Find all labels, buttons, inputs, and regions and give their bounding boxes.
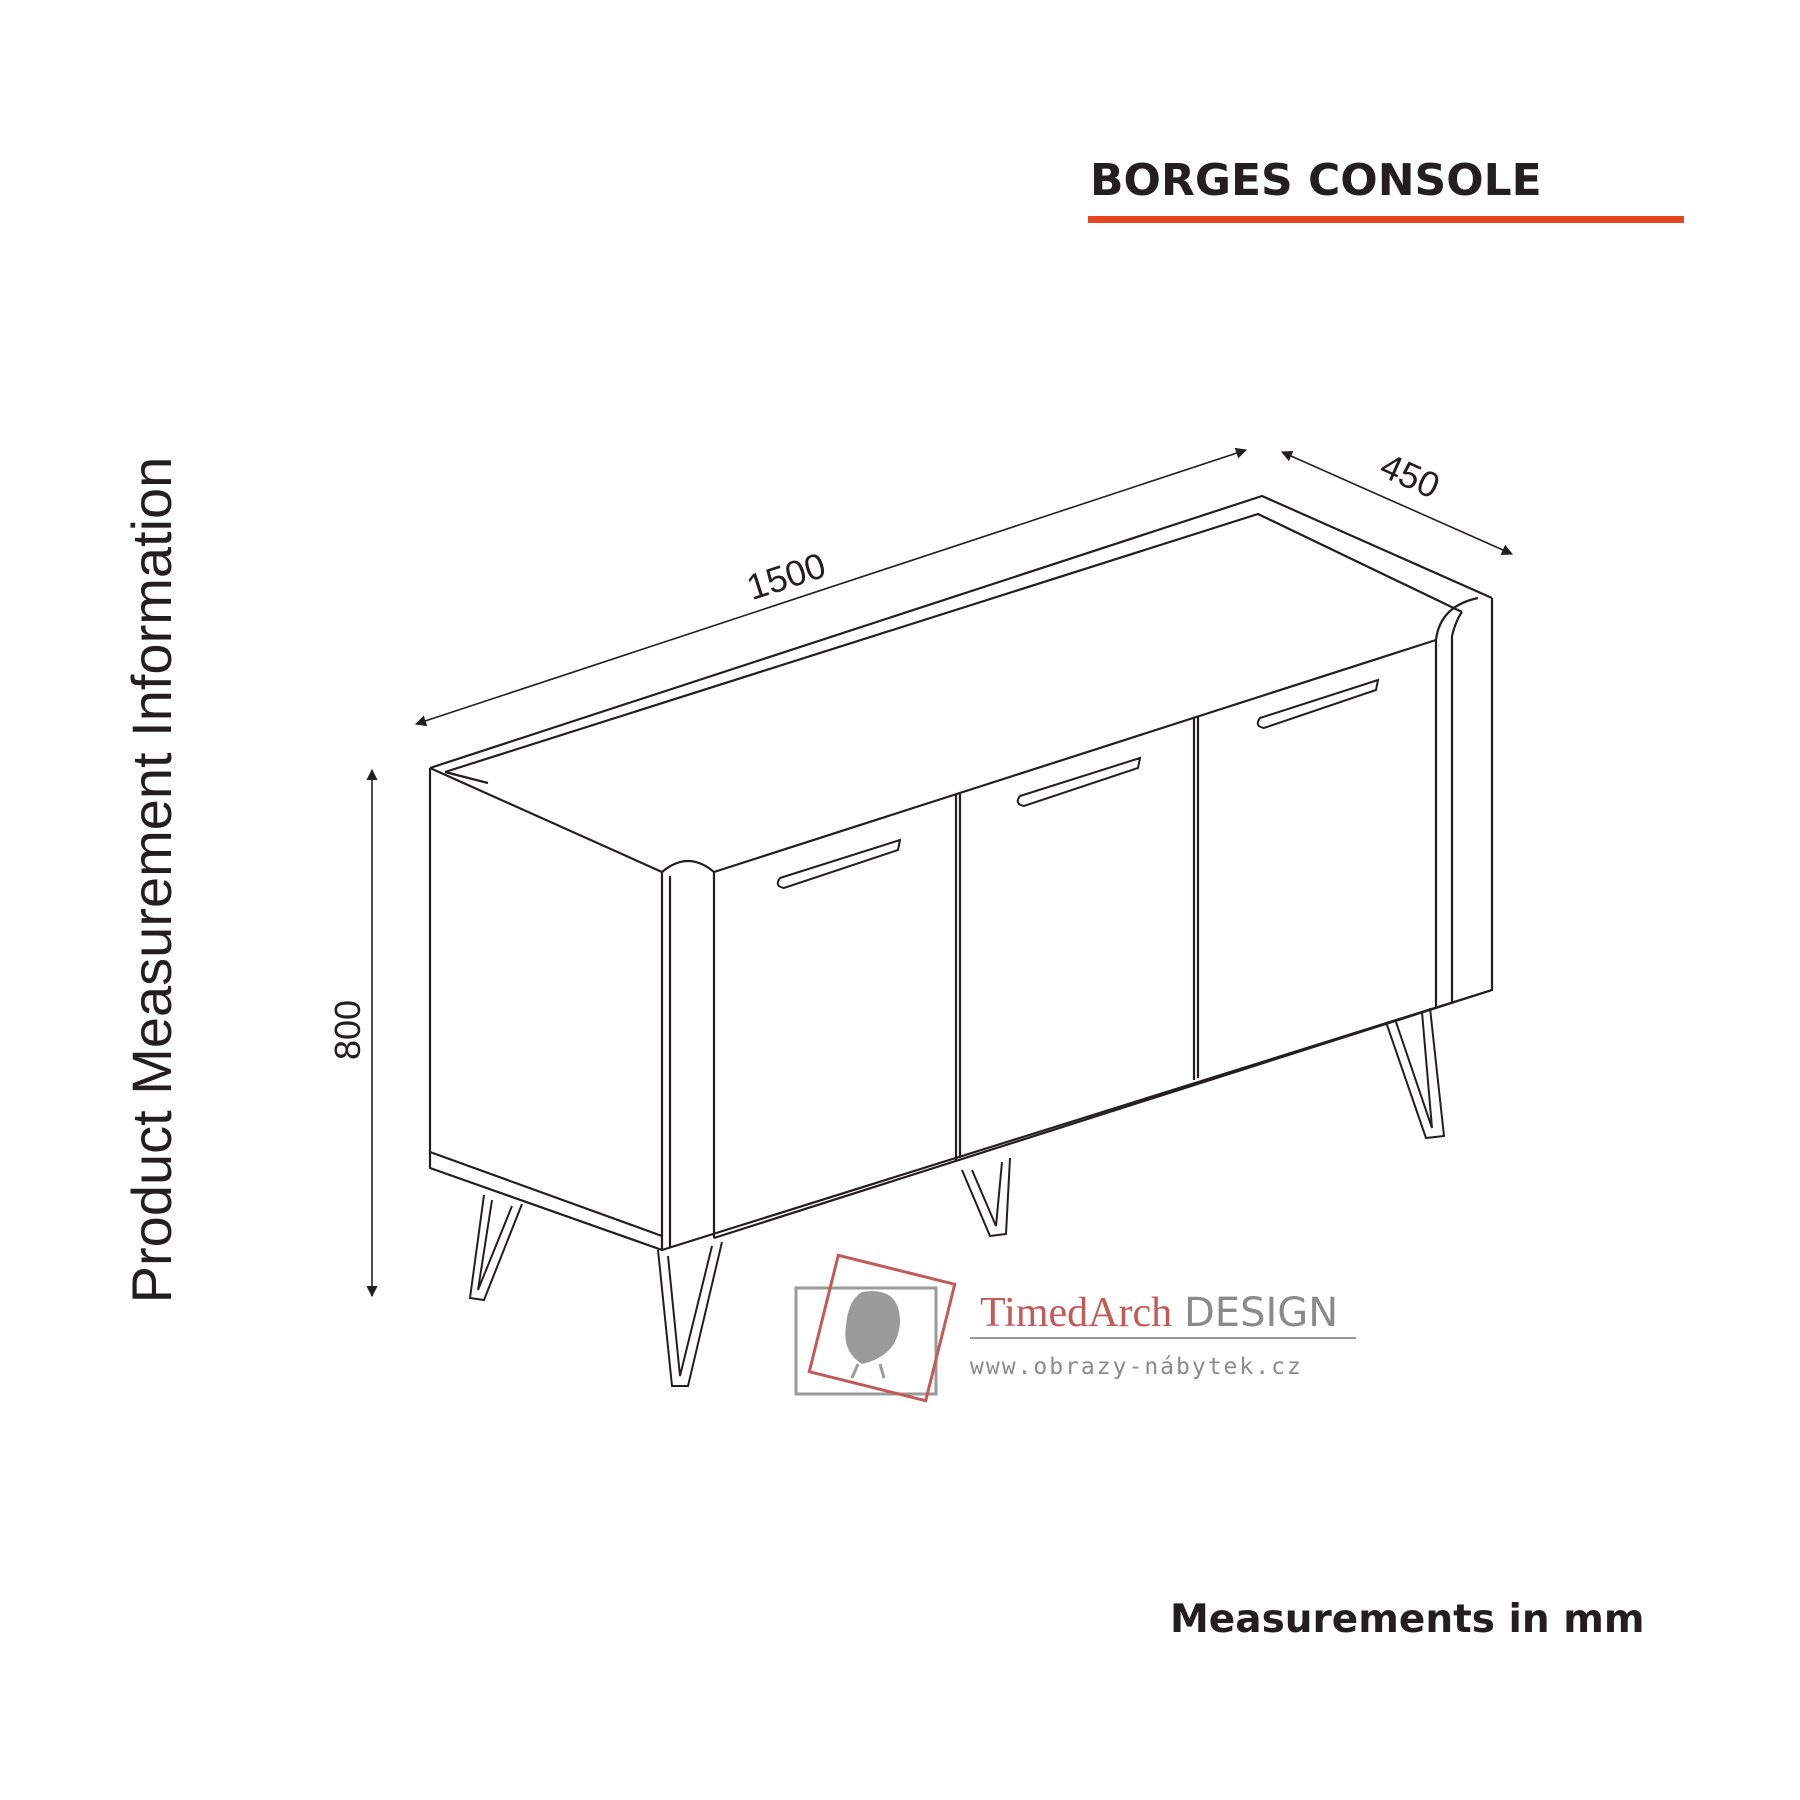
cabinet-outline	[430, 496, 1492, 1250]
units-note: Measurements in mm	[1170, 1597, 1645, 1642]
watermark	[796, 1255, 1356, 1400]
width-dimension	[416, 450, 1246, 724]
leg-back-left	[470, 1195, 522, 1300]
leg-front-right	[1386, 1008, 1444, 1138]
door-handle-right	[1258, 680, 1378, 728]
egg-chair-logo-icon	[796, 1255, 955, 1400]
depth-dimension	[1282, 445, 1512, 554]
watermark-brand-secondary: DESIGN	[1184, 1290, 1339, 1336]
width-value: 1500	[741, 544, 831, 608]
door-handle-left	[778, 840, 900, 888]
door-handle-middle	[1018, 758, 1140, 806]
watermark-url: www.obrazy-nábytek.cz	[970, 1354, 1303, 1380]
depth-value: 450	[1374, 444, 1446, 507]
height-value: 800	[327, 999, 368, 1061]
height-dimension	[327, 770, 372, 1296]
watermark-brand-primary: TimedArch	[980, 1290, 1173, 1336]
side-label: Product Measurement Information	[120, 456, 183, 1304]
leg-front-middle	[962, 1158, 1010, 1236]
leg-front-left	[658, 1242, 722, 1386]
product-title: BORGES CONSOLE	[1090, 155, 1542, 206]
